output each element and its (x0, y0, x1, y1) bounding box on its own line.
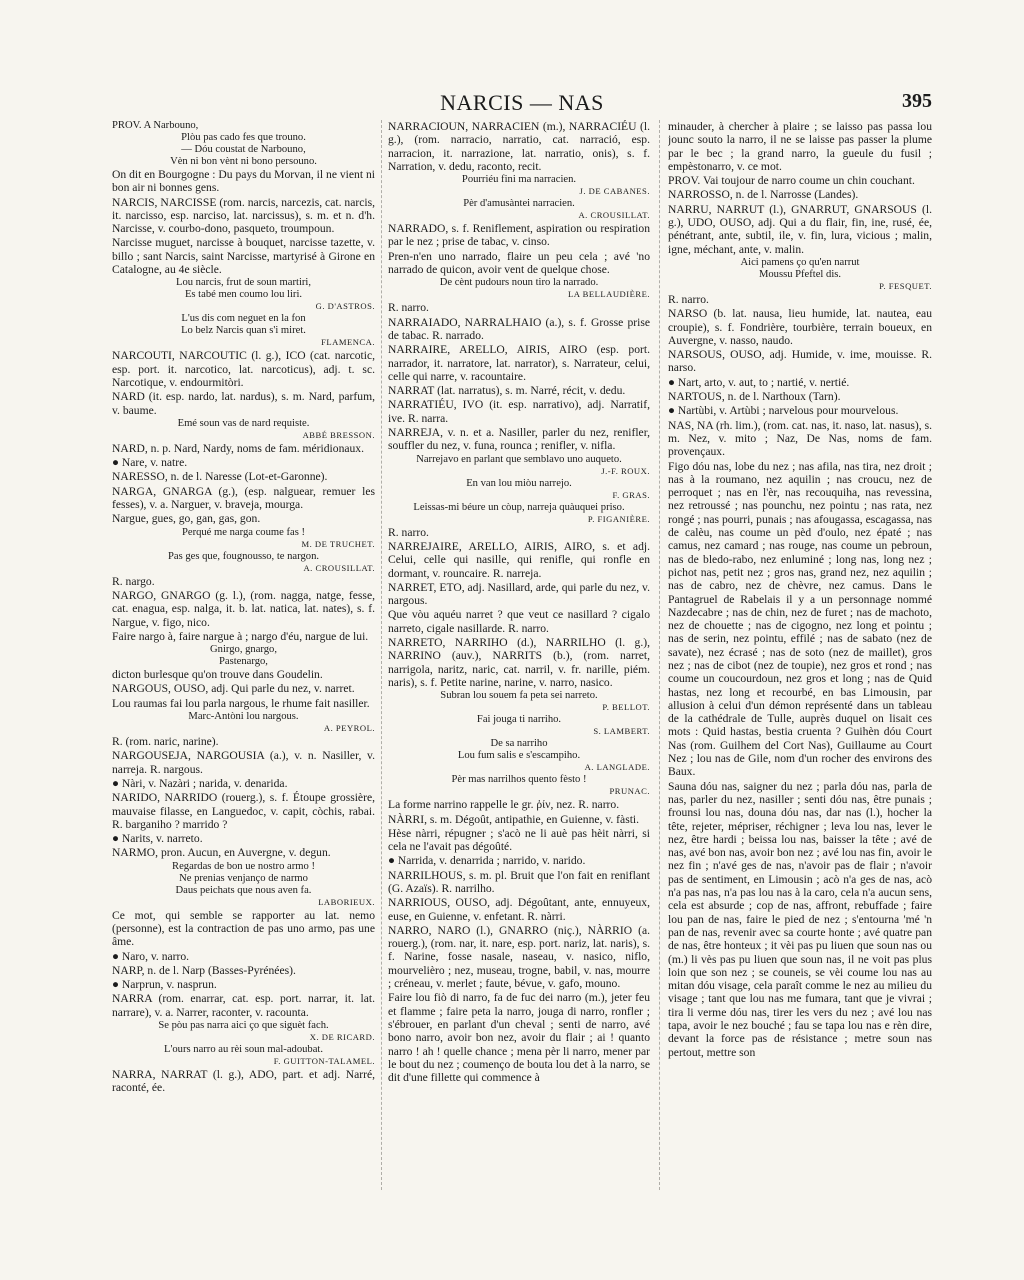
author-attribution: LABORIEUX. (318, 896, 375, 907)
entry-paragraph: ● Narprun, v. nasprun. (112, 978, 217, 992)
entry-paragraph: NARRIOUS, OUSO, adj. Dégoûtant, ante, ennuyeux, euse, en Guienne, v. enfetant. R. nàrri. (388, 896, 650, 923)
entry-paragraph: Nargue, gues, go, gan, gas, gon. (112, 512, 261, 526)
entry-paragraph: R. narro. (388, 525, 429, 539)
quotation-line: Fai jouga ti narriho. (476, 714, 562, 726)
quotation-line: Perqué me narga coume fas ! (181, 526, 306, 538)
entry-paragraph: ● Nàri, v. Nazàri ; narida, v. denarida. (112, 776, 288, 790)
proverb-line: — Dóu coustat de Narbouno, (181, 144, 306, 155)
entry-paragraph: NARRET, ETO, adj. Nasillard, arde, qui parle du nez, v. nargous. (388, 580, 650, 608)
quotation-line: De cènt pudours noun tiro la narrado. (439, 277, 599, 289)
author-attribution: P. BELLOT. (602, 702, 650, 713)
proverb-heading: PROV. A Narbouno, (112, 120, 199, 131)
entry-paragraph: NARGOUSEJA, NARGOUSIA (a.), v. n. Nasiller, v. narreja. R. nargous. (112, 749, 375, 776)
author-attribution: J. DE CABANES. (579, 186, 650, 197)
entry-paragraph: NARGO, GNARGO (g. l.), (rom. nagga, natge, fesse, cat. enagua, esp. nalga, it. b. lat. natica, lat. nates), s. f. Nargue, v. figo, nico. (112, 588, 375, 629)
quotation-line: Daus peichats que nous aven fa. (175, 884, 312, 896)
entry-paragraph: NARRAT (lat. narratus), s. m. Narré, récit, v. dedu. (388, 384, 626, 398)
entry-paragraph: NARMO, pron. Aucun, en Auvergne, v. degun. (112, 846, 331, 860)
quotation-line: Moussu Pfeftel dis. (758, 268, 842, 280)
entry-paragraph: NARRACIOUN, NARRACIEN (m.), NARRACIÉU (l. g.), (rom. narracio, narratio, cat. narració, esp. narracion, it. narrazione, lat. narratio, onis), s. f. Narration, v. dedu, raconto, recit. (388, 120, 650, 173)
entry-paragraph: R. (rom. naric, narine). (112, 735, 219, 749)
proverb-line: Vèn ni bon vènt ni bono persouno. (170, 156, 317, 167)
quotation-line: Pèr mas narrilhos quento fèsto ! (451, 774, 587, 786)
entry-paragraph: NARRA, NARRAT (l. g.), ADO, part. et adj. Narré, raconté, ée. (112, 1068, 375, 1095)
entry-paragraph: NARTOUS, n. de l. Narthoux (Tarn). (668, 390, 841, 404)
entry-paragraph: dicton burlesque qu'on trouve dans Goudelin. (112, 668, 323, 682)
entry-paragraph: NARRAIRE, ARELLO, AIRIS, AIRO (esp. port. narrador, it. narratore, lat. narrator), s. Narrateur, celui, celle qui narre, v. racountaire. (388, 343, 650, 383)
quotation-line: Es tabé men coumo lou liri. (184, 289, 303, 301)
entry-paragraph: Que vòu aquéu narret ? que veut ce nasillard ? cigalo narreto, cigale nasillarde. R. narro. (388, 608, 650, 635)
entry-paragraph: R. narro. (668, 292, 709, 306)
author-attribution: S. LAMBERT. (593, 726, 650, 737)
entry-paragraph: On dit en Bourgogne : Du pays du Morvan, il ne vient ni bon air ni bonnes gens. (112, 168, 375, 195)
entry-paragraph: Hèse nàrri, répugner ; s'acò ne li auè pas hèit nàrri, si cela ne l'avait pas dégoûté. (388, 826, 650, 854)
quotation-line: Lou narcis, frut de soun martiri, (175, 277, 312, 289)
quotation-line: L'us dis com neguet en la fon (181, 313, 306, 325)
entry-paragraph: NARIDO, NARRIDO (rouerg.), s. f. Étoupe grossière, mauvaise filasse, en Languedoc, v. capit, còchis, rabai. R. barganiho ? marrido ? (112, 791, 375, 831)
entry-paragraph: NAS, NA (rh. lim.), (rom. cat. nas, it. naso, lat. nasus), s. m. Nez, v. mito ; Naz, De Nas, noms de fam. provençaux. (668, 418, 932, 459)
entry-paragraph: PROV. Vai toujour de narro coume un chin couchant. (668, 174, 915, 188)
quotation-line: Pourriéu fini ma narracien. (461, 174, 577, 186)
author-attribution: P. FIGANIÈRE. (587, 513, 650, 524)
entry-paragraph: R. nargo. (112, 574, 155, 588)
author-attribution: M. DE TRUCHET. (301, 538, 375, 549)
author-attribution: LA BELLAUDIÈRE. (568, 289, 650, 300)
entry-paragraph: NARP, n. de l. Narp (Basses-Pyrénées). (112, 963, 296, 977)
quotation-line: L'ours narro au rèi soun mal-adoubat. (164, 1044, 323, 1056)
author-attribution: G. D'ASTROS. (315, 301, 375, 312)
author-attribution: F. GRAS. (612, 489, 650, 500)
entry-paragraph: NARSOUS, OUSO, adj. Humide, v. ime, mouisse. R. narso. (668, 348, 932, 375)
entry-paragraph: Faire nargo à, faire nargue à ; nargo d'éu, nargue de lui. (112, 629, 369, 643)
author-attribution: ABBÉ BRESSON. (302, 429, 375, 440)
page-header (112, 86, 932, 120)
entry-paragraph: ● Nare, v. natre. (112, 456, 188, 470)
entry-paragraph: R. narro. (388, 301, 429, 315)
quotation-line: Narrejavo en parlant que semblavo uno auqueto. (416, 453, 622, 465)
entry-paragraph: NARD (it. esp. nardo, lat. nardus), s. m. Nard, parfum, v. baume. (112, 390, 375, 417)
entry-paragraph: NARD, n. p. Nard, Nardy, noms de fam. méridionaux. (112, 441, 365, 455)
author-attribution: FLAMENCA. (321, 337, 375, 348)
quotation-line: Lou fum salis e s'escampiho. (457, 750, 581, 762)
quotation-line: Se pòu pas narra aici ço que siguèt fach. (158, 1020, 329, 1032)
entry-paragraph: NARROSSO, n. de l. Narrosse (Landes). (668, 188, 859, 202)
entry-paragraph: NARRO, NARO (l.), GNARRO (niç.), NÀRRIO (a. rouerg.), (rom. nar, it. nare, esp. port. nariz, lat. naris), s. f. Narine, fosse nasale, naseau, v. nasico, niflo, mourvelièro ; nez, museau, trogne, babil, v. nas, mourre ; créneau, v. merlet ; faute, bévue, v. gafo, mouno. (388, 923, 650, 991)
author-attribution: J.-F. ROUX. (601, 465, 650, 476)
entry-paragraph: NARCIS, NARCISSE (rom. narcis, narcezis, cat. narcis, it. narcisso, esp. narciso, lat. narcissus), s. m. et n. d'h. Narcisse, v. courbo-dono, pasqueto, troumpoun. (112, 195, 375, 236)
author-attribution: A. CROUSILLAT. (578, 210, 650, 221)
entry-paragraph: NARREJAIRE, ARELLO, AIRIS, AIRO, s. et adj. Celui, celle qui nasille, qui renifle, qui ronfle en dormant, v. rouncaire. R. narreja. (388, 539, 650, 580)
quotation-line: En van lou miòu narrejo. (466, 477, 572, 489)
entry-paragraph: NARRATIÉU, IVO (it. esp. narrativo), adj. Narratif, ive. R. narra. (388, 398, 650, 425)
quotation-line: Leissas-mi béure un còup, narreja quàuquei priso. (413, 501, 625, 513)
entry-paragraph: NARRADO, s. f. Reniflement, aspiration ou respiration par le nez ; prise de tabac, v. cinso. (388, 222, 650, 249)
entry-paragraph: NARRILHOUS, s. m. pl. Bruit que l'on fait en reniflant (G. Azaïs). R. narrilho. (388, 868, 650, 895)
entry-paragraph: Sauna dóu nas, saigner du nez ; parla dóu nas, parla de nas, parler du nez, nasiller ; senti dóu nas, être punais ; frounsi lou nas, douna dóu nas, dar nas (l.), hocher la tête, rejeter, mépriser, réchigner ; leva lou nas, lever le nez, être hardi ; beissa lou nas, baisser la tête ; avé de nas, avé bon nas, avoir bon nez ; avé lou nas fin, avoir le nez fin ; n'avé ges de nas, n'avoir pas de flair ; n'avoir pas de sentiment, en Limousin ; acò n'a ges de nas, acò n'a pas nas, n'a pas lou nas à la caro, cela n'a aucun sens, cela est absurde ; cop de nas, affront, rebuffade ; faire lou pan de nas, faire le pied de nez ; s'entourna 'mé 'n pan de nas, revenir avec sa courte honte ; avé quatre pan de nas, être honteux ; it vèi pas pu liuen que soun nas ou (m.) li vès pas pu liuen que soun nas, il ne voit pas plus loin que son nez ; se couneis, se vèi coume lou nas au mitan dóu visage, cela paraît comme le nez au milieu du visage ; tant que lou nas me fumara, tant que je vivrai ; tira li verme dóu nas, tirer les vers du nez ; avé lou nas tapa, avoir le nez bouché ; fau se tapa lou nas e rèn dire, devant la force pas de résistance ; metre soun nas pertout, mettre son (668, 779, 932, 1059)
entry-paragraph: La forme narrino rappelle le gr. ῥίν, nez. R. narro. (388, 798, 620, 812)
quotation-line: Ne prenias venjanço de narmo (179, 872, 308, 884)
quotation-line: Regardas de bon ue nostro armo ! (172, 860, 315, 872)
entry-paragraph: NARESSO, n. de l. Naresse (Lot-et-Garonne). (112, 470, 328, 484)
column-divider (659, 120, 660, 1190)
author-attribution: X. DE RICARD. (309, 1032, 375, 1043)
entry-paragraph: NARRA (rom. enarrar, cat. esp. port. narrar, it. lat. narrare), v. a. Narrer, raconter, v. racounta. (112, 992, 375, 1019)
quotation-line: Aici pamens ço qu'en narrut (740, 256, 860, 268)
page-number: 395 (902, 90, 932, 112)
entry-paragraph: Lou raumas fai lou parla nargous, le rhume fait nasiller. (112, 696, 370, 710)
quotation-line: Emé soun vas de nard requiste. (177, 417, 310, 429)
entry-paragraph: ● Naro, v. narro. (112, 949, 190, 963)
entry-paragraph: NARCOUTI, NARCOUTIC (l. g.), ICO (cat. narcotic, esp. port. it. narcotico, lat. narcoticus), adj. t. sc. Narcotique, v. endourmitòri. (112, 349, 375, 389)
running-head: NARCIS — NAS (440, 90, 604, 115)
author-attribution: A. CROUSILLAT. (303, 562, 375, 573)
quotation-line: Gnirgo, gnargo, (210, 644, 277, 656)
proverb-line: Plòu pas cado fes que trouno. (181, 132, 306, 143)
text-column-middle (388, 120, 650, 1200)
quotation-line: Lo belz Narcis quan s'i miret. (181, 325, 306, 337)
quotation-line: Marc-Antòni lou nargous. (188, 711, 299, 723)
entry-paragraph: Narcisse muguet, narcisse à bouquet, narcisse tazette, v. billo ; sant Narcis, saint Narcisse, martyrisé à Girone en Catalogne, au 4e siècle. (112, 236, 375, 277)
author-attribution: A. PEYROL. (323, 723, 375, 734)
entry-paragraph: ● Nartùbi, v. Artùbi ; narvelous pour mourvelous. (668, 404, 899, 418)
entry-paragraph: Pren-n'en uno narrado, flaire un peu cela ; avé 'no narrado de quicon, avoir vent de quelque chose. (388, 249, 650, 277)
entry-paragraph: NARRU, NARRUT (l.), GNARRUT, GNARSOUS (l. g.), UDO, OUSO, adj. Qui a du flair, fin, ine, rusé, ée, pénétrant, ante, subtil, ile, v. fin, lura, vicious ; malin, igne, méchant, ante, v. malin. (668, 202, 932, 256)
text-column-left (112, 120, 375, 1200)
author-attribution: PRUNAC. (609, 786, 650, 797)
entry-paragraph: minauder, à chercher à plaire ; se laisso pas passa lou jounc souto la narro, il ne se laisse pas passer la plume par le bec ; la grand narro, la gueule du fusil ; empèstonarro, v. ce mot. (668, 120, 932, 173)
column-divider (381, 120, 382, 1190)
entry-paragraph: Faire lou fiò di narro, fa de fuc dei narro (m.), jeter feu et flamme ; faire peta la narro, jouga di narro, ronfler ; s'ébrouer, en parlant d'un cheval ; senti de narro, avé bono narro, avoir bon nez, avoir du flair ; ai ! quanto narro ! ah ! quelle chance ; mena pèr li narro, mener par le bout du nez ; coumenço de bouta lou det à la narro, se dit d'une fillette qui commence à (388, 991, 650, 1085)
author-attribution: A. LANGLADE. (584, 762, 650, 773)
quotation-line: De sa narriho (490, 738, 548, 750)
entry-paragraph: NÀRRI, s. m. Dégoût, antipathie, en Guienne, v. fàsti. (388, 812, 640, 826)
entry-paragraph: ● Nart, arto, v. aut, to ; nartié, v. nertié. (668, 375, 850, 389)
author-attribution: P. FESQUET. (879, 280, 932, 291)
entry-paragraph: NARGA, GNARGA (g.), (esp. nalguear, remuer les fesses), v. a. Narguer, v. braveja, mourga. (112, 484, 375, 512)
author-attribution: F. GUITTON-TALAMEL. (273, 1056, 375, 1067)
entry-paragraph: Figo dóu nas, lobe du nez ; nas afila, nas tira, nez droit ; nas à la roumano, nez aquilin ; nas croucu, nez de perroquet ; nas en l'èr, nas recouquiha, nas revessina, nez retroussé ; nas pounchu, nez pointu ; nas rata, nez rongé ; nas pourri, punais ; nas afougassa, escagassa, nas de calèu, nas coume un pèd d'oulo, nez épaté ; nas camus, nez camard ; nas rouge, nas coume un pebroun, nas de bledo-rabo, nez enluminé ; long nas, long nez ; pichot nas, petit nez ; gros nas, grand nez, nez aquilin ; nas de cabro, nez de chèvre, nez camus. Dans le Pantagruel de Rabelais il y a un personnage nommé Nazdecabre ; nas de chin, nez de furet ; nas de machoto, nez de chouette ; nas de cigogno, nez long et pointu ; nas de serin, nez pointu, effilé ; nas de sabato (nez de savate), nez écrasé ; nas de soto (nez de maillet), gros nez ; nas de cibot (nez de toupie), nez gros et rond ; nas coume un coucourdoun, nez gros et long ; nas de Quid hastas, nez long et recourbé, en bas Limousin, par allusion à celui d'un démon représenté dans un tableau de la cathédrale de Tulle, auprès duquel on lisait ces mots : Quid hastas, bestia cruenta ? Guihèn dóu Court Nas (rom. Guilhem del Cort Nas), Guillaume au Court Nez ; lou nas de Gile, nom d'un rocher des environs des Baux. (668, 459, 932, 779)
quotation-line: Pastenargo, (219, 656, 268, 668)
entry-paragraph: NARGOUS, OUSO, adj. Qui parle du nez, v. narret. (112, 682, 355, 696)
entry-paragraph: NARRAIADO, NARRALHAIO (a.), s. f. Grosse prise de tabac. R. narrado. (388, 315, 650, 342)
text-column-right (668, 120, 932, 1200)
quotation-line: Pèr d'amusàntei narracien. (463, 198, 575, 210)
entry-paragraph: NARSO (b. lat. nausa, lieu humide, lat. nautea, eau croupie), s. f. Fondrière, tourbière, terrain boueux, en Auvergne, v. nasso, naudo. (668, 307, 932, 347)
entry-paragraph: NARREJA, v. n. et a. Nasiller, parler du nez, renifler, souffler du nez, v. funa, rounca ; renifler, v. nifla. (388, 426, 650, 453)
entry-paragraph: Ce mot, qui semble se rapporter au lat. nemo (personne), est la contraction de pas uno armo, pas une âme. (112, 908, 375, 949)
entry-paragraph: ● Narrida, v. denarrida ; narrido, v. narido. (388, 854, 586, 868)
entry-paragraph: ● Narits, v. narreto. (112, 832, 203, 846)
quotation-line: Pas ges que, fougnousso, te nargon. (167, 550, 320, 562)
entry-paragraph: NARRETO, NARRIHO (d.), NARRILHO (l. g.), NARRINO (auv.), NARRITS (b.), (rom. narret, narrigola, naritz, naric, cat. narril, v. fr. narille, piém. naris), s. f. Petite narine, narine, v. narro, nasico. (388, 636, 650, 689)
quotation-line: Subran lou souem fa peta sei narreto. (440, 690, 598, 702)
